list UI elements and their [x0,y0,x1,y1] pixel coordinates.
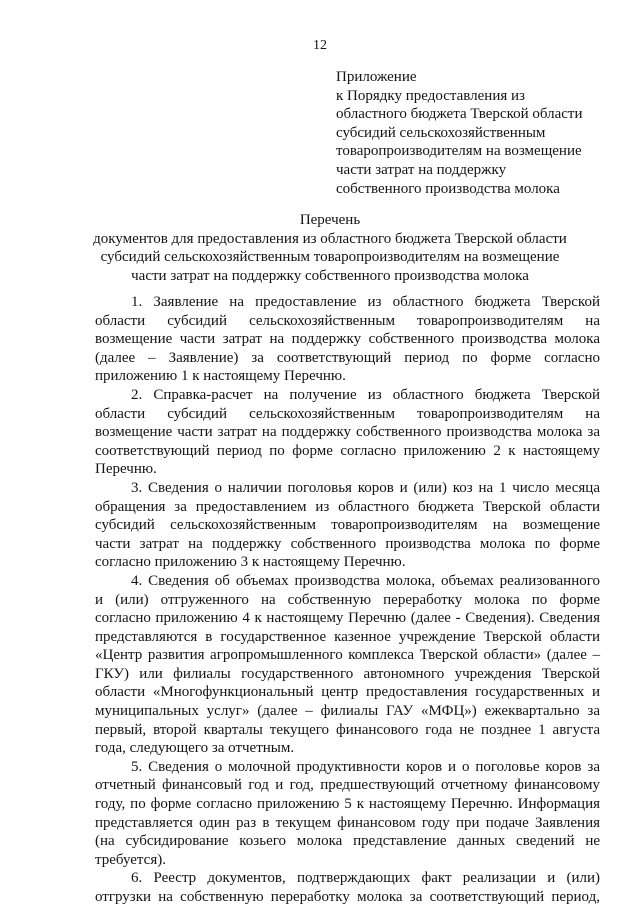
appendix-line: собственного производства молока [336,180,560,197]
text-line: отчетный финансовый год и год, предшествующий отчетному финансовому [95,777,600,794]
text-line: года, следующего за отчетным. [95,740,295,757]
text-line: соответствующий период по форме согласно приложению 2 к настоящему [95,442,600,459]
text-line: году, по форме согласно приложению 5 к настоящему Перечню. Информация [95,796,600,813]
text-line: (далее – Заявление) за соответствующий период по форме согласно [95,349,600,366]
text-line: отгрузки на собственную переработку молока за соответствующий период, [95,889,600,905]
list-item [95,758,600,870]
appendix-line: части затрат на поддержку [336,161,507,178]
appendix-block [336,68,606,198]
text-line: возмещение части затрат на поддержку собственного производства молока за [95,424,600,441]
appendix-line: товаропроизводителям на возмещение [336,143,582,160]
document-body [95,293,600,907]
text-line: Перечню. [95,461,157,478]
text-line: первый, второй кварталы текущего финансового года не позднее 1 августа [95,721,600,738]
text-line: 2. Справка-расчет на получение из областного бюджета Тверской [131,386,600,403]
appendix-line: Приложение [336,69,417,85]
text-line: приложению 1 к настоящему Перечню. [95,368,346,385]
list-item [95,386,600,479]
text-line: 5. Сведения о молочной продуктивности коров и о поголовье коров за [131,758,600,775]
page-number: 12 [313,38,327,53]
text-line: ГКУ) или филиалы государственного автономного учреждения Тверской [95,665,600,682]
heading-subtitle-line: части затрат на поддержку собственного производства молока [131,267,529,284]
text-line: и (или) отгруженного на собственную переработку молока по форме [95,591,600,608]
appendix-line: субсидий сельскохозяйственным [336,124,546,141]
appendix-line: к Порядку предоставления из [336,87,525,104]
text-line: области субсидий сельскохозяйственным товаропроизводителям на [95,405,600,422]
list-item [95,479,600,572]
list-item [95,293,600,386]
list-item [95,869,600,906]
heading-subtitle-line: субсидий сельскохозяйственным товаропроизводителям на возмещение [100,249,560,266]
document-heading [60,211,600,285]
text-line: 3. Сведения о наличии поголовья коров и (или) коз на 1 число месяца [131,479,600,496]
text-line: согласно приложению 3 к настоящему Перечню. [95,554,406,571]
text-line: возмещение части затрат на поддержку собственного производства молока [95,331,600,348]
text-line: обращения за предоставлением из областного бюджета Тверской области [95,498,600,515]
text-line: согласно приложению 4 к настоящему Перечню (далее - Сведения). Сведения [95,610,600,627]
appendix-line: областного бюджета Тверской области [336,106,583,123]
list-item [95,572,600,758]
text-line: требуется). [95,851,166,868]
text-line: муниципальных услуг» (далее – филиалы ГАУ «МФЦ») ежеквартально за [95,703,600,720]
text-line: области субсидий сельскохозяйственным товаропроизводителям на [95,312,600,329]
heading-title: Перечень [299,212,361,228]
text-line: представляются в государственное казенное учреждение Тверской области [95,628,600,645]
text-line: субсидий сельскохозяйственным товаропроизводителям на возмещение [95,517,600,534]
text-line: части затрат на поддержку собственного производства молока по форме [95,535,600,552]
text-line: (на субсидирование козьего молока представление данных сведений не [95,833,600,850]
heading-subtitle-line: документов для предоставления из областного бюджета Тверской области [93,230,567,247]
text-line: представляется один раз в текущем финансовом году при подаче Заявления [95,814,600,831]
text-line: области «Многофункциональный центр предоставления государственных и [95,684,600,701]
text-line: 6. Реестр документов, подтверждающих факт реализации и (или) [131,870,600,887]
text-line: 1. Заявление на предоставление из областного бюджета Тверской [131,294,600,310]
text-line: 4. Сведения об объемах производства молока, объемах реализованного [131,572,600,589]
text-line: «Центр развития агропромышленного комплекса Тверской области» (далее – [95,647,600,664]
